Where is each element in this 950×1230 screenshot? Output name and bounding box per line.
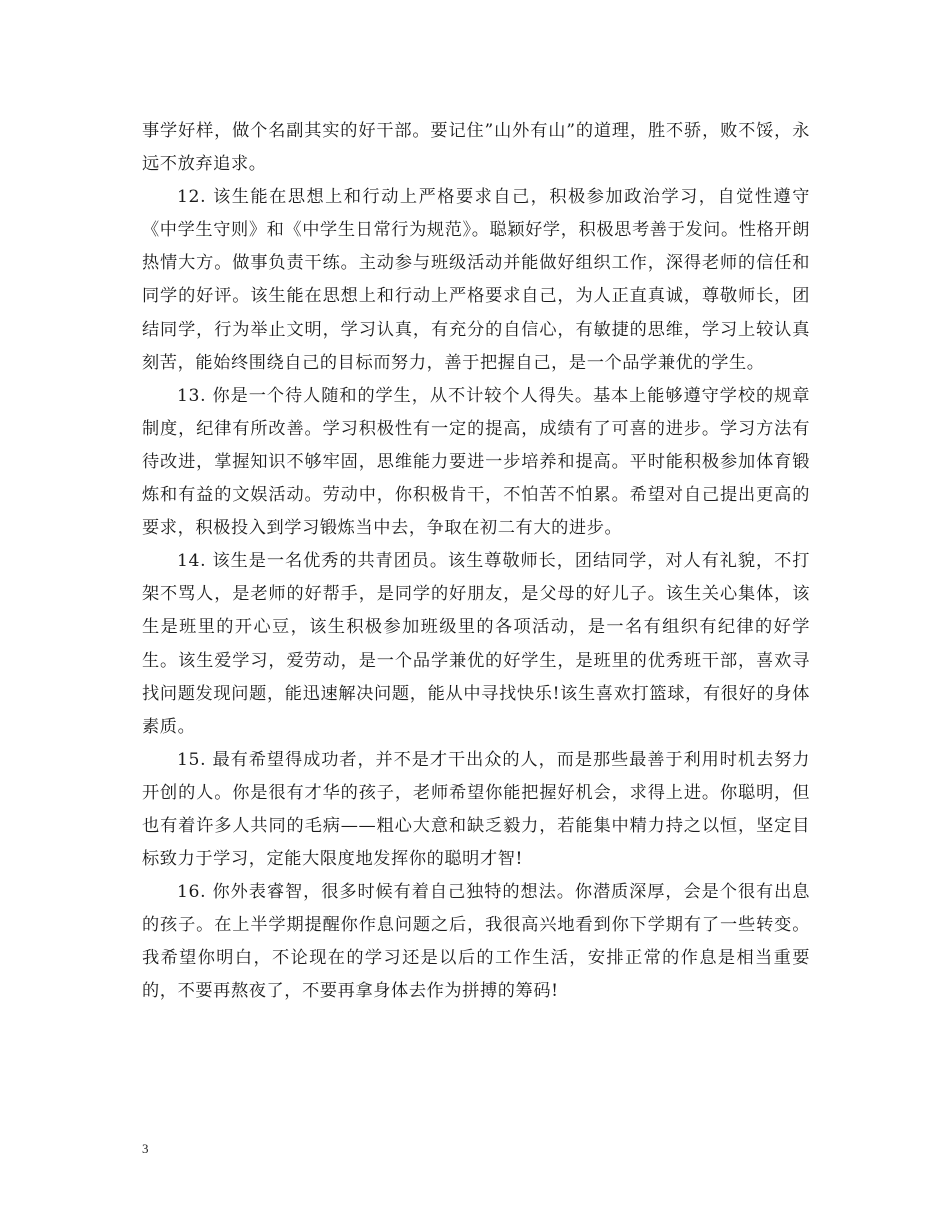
paragraph-item-16: 16. 你外表睿智，很多时候有着自己独特的想法。你潜质深厚，会是个很有出息的孩子。在上半学期提醒你作息问题之后，我很高兴地看到你下学期有了一些转变。我希望你明白，不论现在的学习还是以后的工作生活，安排正常的作息是相当重要的，不要再熬夜了，不要再拿身体去作为拼搏的筹码! (142, 882, 810, 1002)
paragraph-item-13: 13. 你是一个待人随和的学生，从不计较个人得失。基本上能够遵守学校的规章制度，纪律有所改善。学习积极性有一定的提高，成绩有了可喜的进步。学习方法有待改进，掌握知识不够牢固，思维能力要进一步培养和提高。平时能积极参加体育锻炼和有益的文娱活动。劳动中，你积极肯干，不怕苦不怕累。希望对自己提出更高的要求，积极投入到学习锻炼当中去，争取在初二有大的进步。 (142, 385, 810, 539)
document-body (142, 115, 810, 1009)
page-number: 3 (142, 1141, 149, 1156)
paragraph-item-14: 14. 该生是一名优秀的共青团员。该生尊敬师长，团结同学，对人有礼貌，不打架不骂人，是老师的好帮手，是同学的好朋友，是父母的好儿子。该生关心集体，该生是班里的开心豆，该生积极参加班级里的各项活动，是一名有组织有纪律的好学生。该生爱学习，爱劳动，是一个品学兼优的好学生，是班里的优秀班干部，喜欢寻找问题发现问题，能迅速解决问题，能从中寻找快乐!该生喜欢打篮球，有很好的身体素质。 (142, 551, 810, 737)
paragraph-item-12: 12. 该生能在思想上和行动上严格要求自己，积极参加政治学习，自觉性遵守《中学生守则》和《中学生日常行为规范》。聪颖好学，积极思考善于发问。性格开朗热情大方。做事负责干练。主动参与班级活动并能做好组织工作，深得老师的信任和同学的好评。该生能在思想上和行动上严格要求自己，为人正直真诚，尊敬师长，团结同学，行为举止文明，学习认真，有充分的自信心，有敏捷的思维，学习上较认真刻苦，能始终围绕自己的目标而努力，善于把握自己，是一个品学兼优的学生。 (142, 187, 810, 373)
paragraph-continuation: 事学好样，做个名副其实的好干部。要记住”山外有山”的道理，胜不骄，败不馁，永远不放弃追求。 (142, 121, 810, 175)
paragraph-item-15: 15. 最有希望得成功者，并不是才干出众的人，而是那些最善于利用时机去努力开创的人。你是很有才华的孩子，老师希望你能把握好机会，求得上进。你聪明，但也有着许多人共同的毛病——粗心大意和缺乏毅力，若能集中精力持之以恒，坚定目标致力于学习，定能大限度地发挥你的聪明才智! (142, 749, 810, 870)
